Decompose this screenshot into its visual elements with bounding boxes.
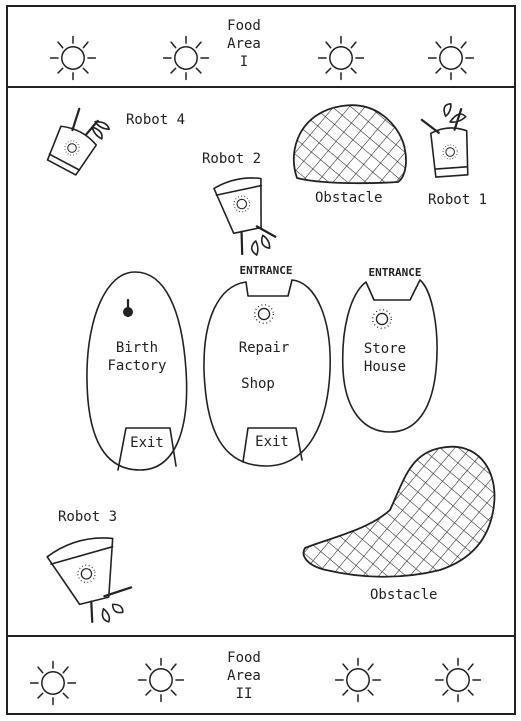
repair-shop-label-line2: Shop bbox=[241, 376, 275, 392]
food-area-1-label-line2: Area bbox=[227, 36, 261, 52]
food-area-2-label-line3: II bbox=[235, 686, 253, 702]
food-area-1-label-line1: Food bbox=[227, 18, 261, 34]
food-area-1 bbox=[51, 18, 474, 79]
repair-shop-label-line1: Repair bbox=[238, 340, 290, 356]
birth-factory-exit-label: Exit bbox=[130, 435, 164, 451]
store-house bbox=[343, 280, 437, 432]
obstacle-bottom-label: Obstacle bbox=[370, 587, 438, 603]
repair-shop-icon bbox=[255, 305, 274, 324]
food-area-2-label-line1: Food bbox=[227, 650, 261, 666]
sun-icon bbox=[139, 659, 184, 702]
repair-shop-entrance-label: ENTRANCE bbox=[239, 264, 293, 277]
obstacle-top-shape bbox=[294, 105, 406, 183]
repair-shop-exit-label: Exit bbox=[255, 434, 289, 450]
sun-icon bbox=[429, 37, 474, 80]
sun-icon bbox=[319, 37, 364, 80]
sun-icon bbox=[436, 659, 481, 702]
robot-3-label: Robot 3 bbox=[58, 509, 118, 525]
sun-icon bbox=[164, 37, 209, 80]
sun-icon bbox=[51, 37, 96, 80]
birth-factory-label-line2: Factory bbox=[107, 358, 167, 374]
robot-4-label: Robot 4 bbox=[126, 112, 186, 128]
store-house-entrance-label: ENTRANCE bbox=[368, 266, 422, 279]
repair-shop bbox=[204, 280, 330, 466]
food-area-2-label-line2: Area bbox=[227, 668, 261, 684]
food-area-1-label-line3: I bbox=[239, 54, 249, 70]
food-area-2 bbox=[31, 650, 481, 704]
robot-1 bbox=[421, 103, 470, 178]
obstacle-top-label: Obstacle bbox=[315, 190, 383, 206]
obstacle-bottom-shape bbox=[304, 447, 495, 577]
store-house-label-line2: House bbox=[363, 359, 407, 375]
robot-2 bbox=[213, 174, 278, 261]
robot-2-label: Robot 2 bbox=[202, 151, 262, 167]
birth-factory bbox=[87, 272, 187, 470]
store-house-icon bbox=[373, 310, 392, 329]
robot-3 bbox=[45, 532, 137, 633]
birth-factory-label-line1: Birth bbox=[115, 340, 159, 356]
sun-icon bbox=[31, 662, 76, 705]
robot-4 bbox=[44, 105, 111, 179]
robot-1-label: Robot 1 bbox=[428, 192, 488, 208]
sun-icon bbox=[336, 659, 381, 702]
store-house-label-line1: Store bbox=[363, 341, 407, 357]
map-border bbox=[7, 6, 515, 714]
